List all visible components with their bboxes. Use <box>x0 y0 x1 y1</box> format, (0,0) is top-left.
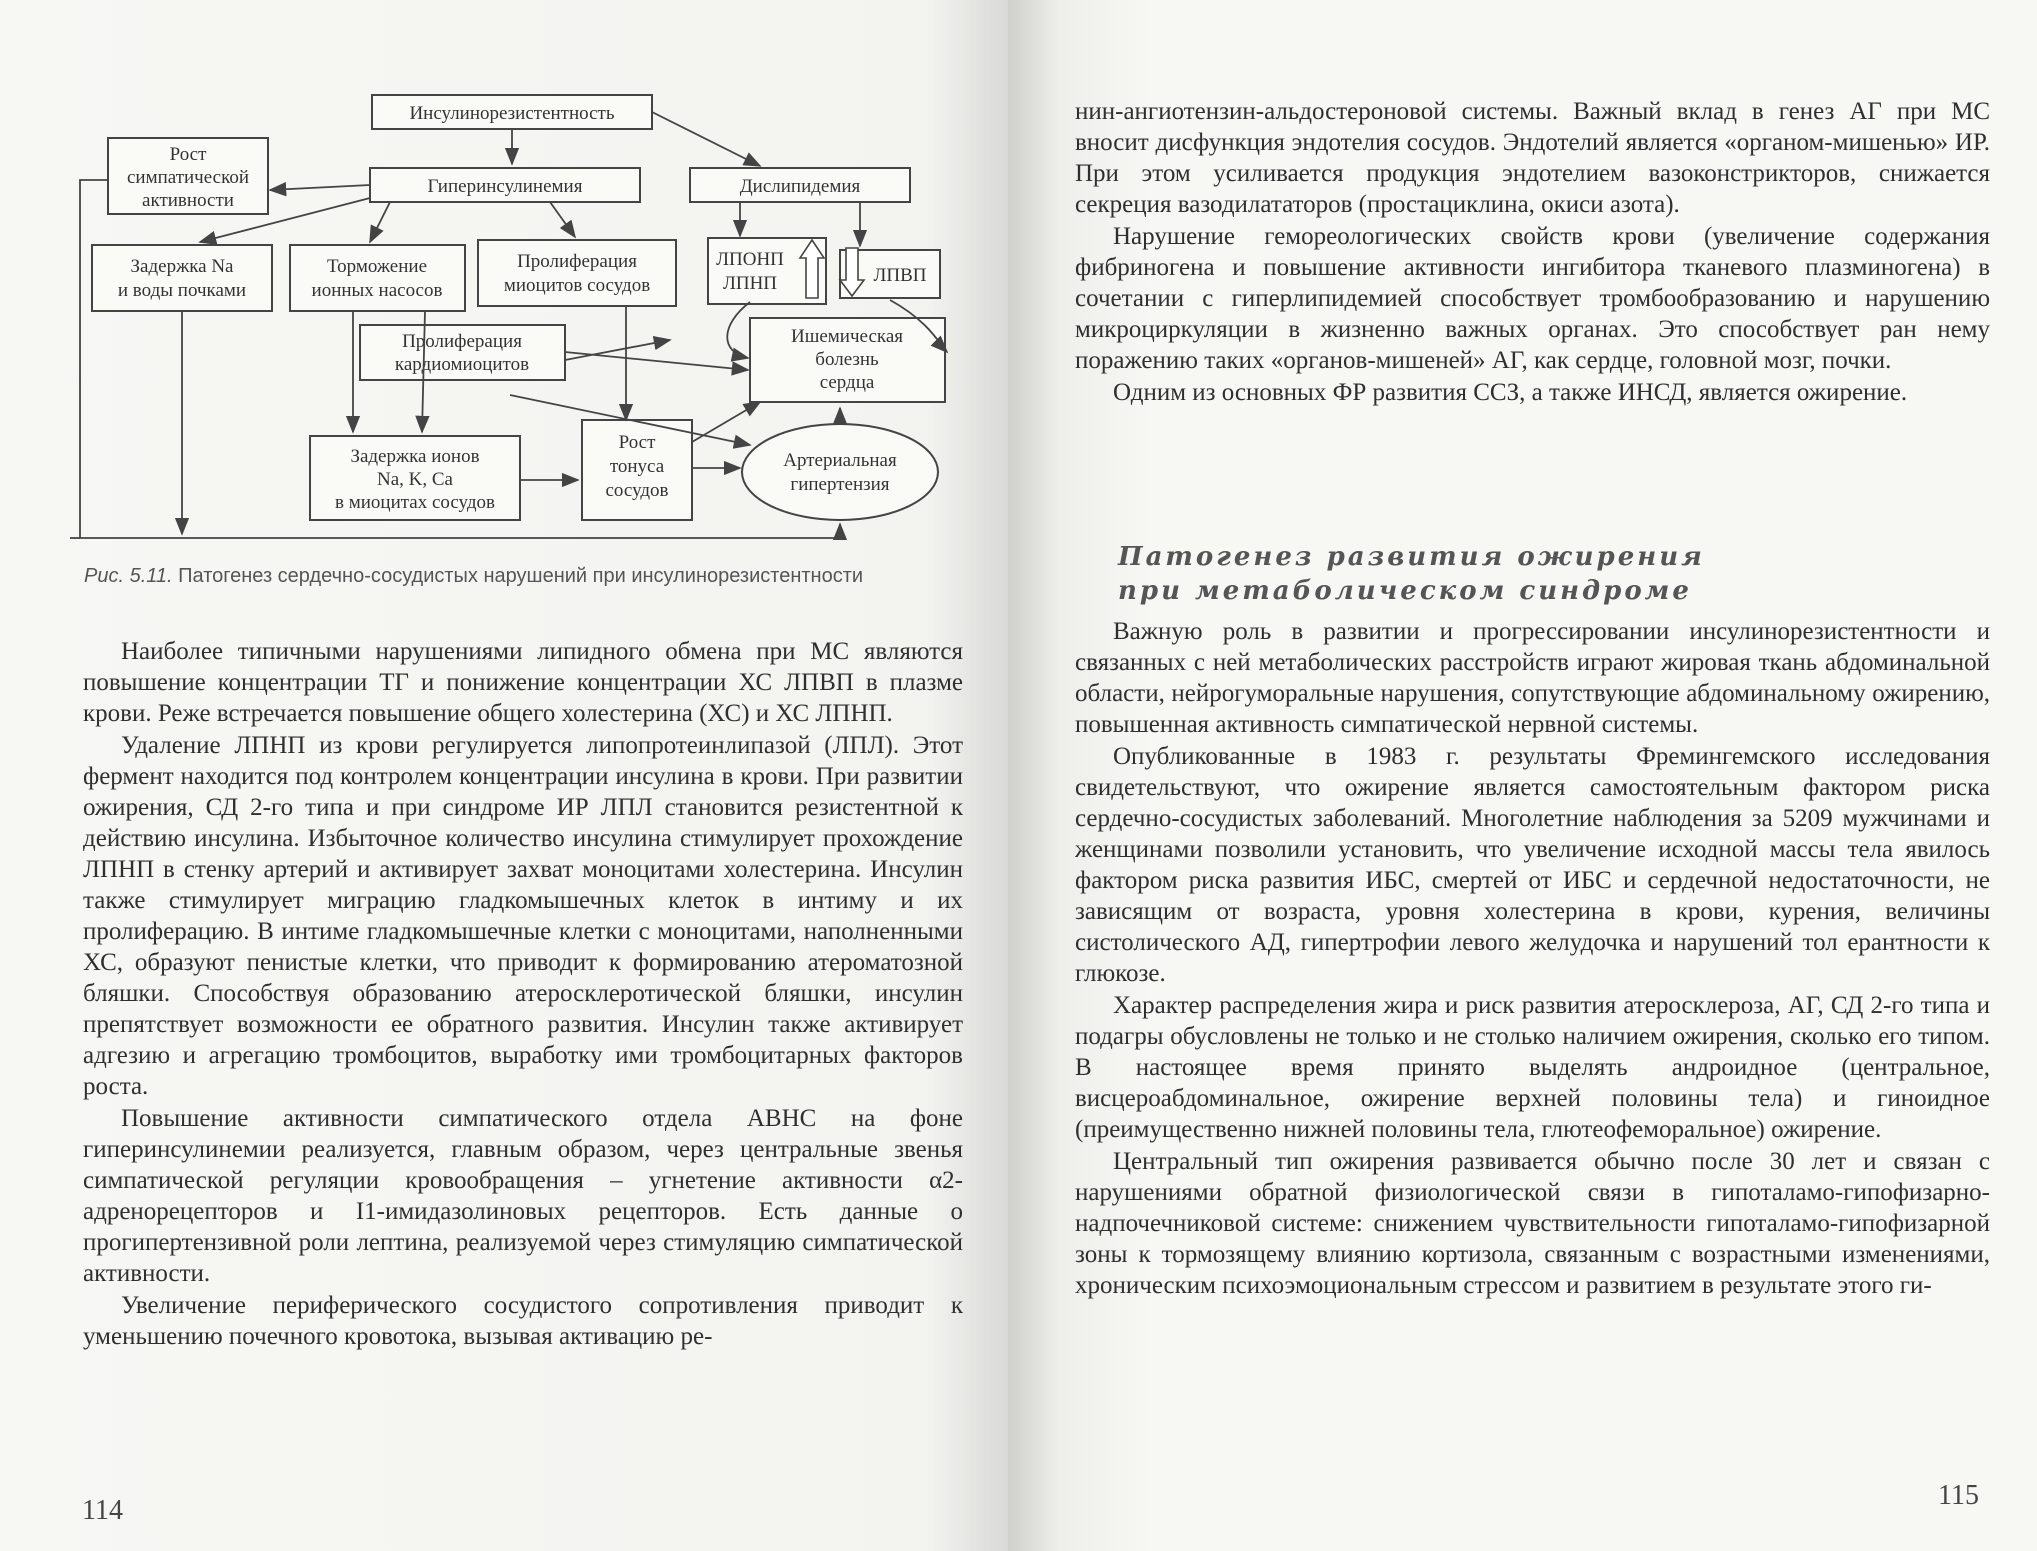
label-na-retention-2: и воды почками <box>117 280 247 301</box>
label-ldl-2: ЛПНП <box>722 273 778 294</box>
label-na-retention-1: Задержка Na <box>130 256 234 277</box>
paragraph: Центральный тип ожирения развивается обычно после 30 лет и связан с нарушениями обратной физиологической связи в гипоталамо-гипофизарно-надпочечниковой системе: снижением чувствительности гипоталамо-гипофизарной зоны к тормозящему влиянию кортизола, связанным с возрастными изменениями, хроническим психоэмоциональным стрессом и развитием в результате этого ги- <box>1075 1148 1990 1299</box>
paragraph: Удаление ЛПНП из крови регулируется липопротеинлипазой (ЛПЛ). Этот фермент находится под контролем концентрации инсулина в крови. При развитии ожирения, СД 2-го типа и при синдроме ИР ЛПЛ становится резистентной к действию инсулина. Избыточное количество инсулина стимулирует прохождение ЛПНП в стенку артерий и активирует захват моноцитами холестерина. Инсулин также стимулирует миграцию гладкомышечных клеток в интиму и их пролиферацию. В интиме гладкомышечные клетки с моноцитами, наполненными ХС, образуют пенистые клетки, что приводит к формированию атероматозной бляшки. Способствуя образованию атеросклеротической бляшки, инсулин препятствует возможности ее обратного развития. Инсулин также активирует адгезию и агрегацию тромбоцитов, выработку ими тромбоцитарных факторов роста. <box>83 732 963 1100</box>
figure-caption <box>84 565 984 588</box>
paragraph: Характер распределения жира и риск развития атеросклероза, АГ, СД 2-го типа и подагры обусловлены не только и не столько наличием ожирения, сколько его типом. В настоящее время принято выделять андроидное (центральное, висцероабдоминальное, ожирение верхней половины тела) и гиноидное (преимущественно нижней половины тела, глютеофеморальное) ожирение. <box>1075 992 1990 1143</box>
paragraph: Нарушение гемореологических свойств крови (увеличение содержания фибриногена и повышение активности ингибитора тканевого плазминогена) в сочетании с гиперлипидемией способствует тромбообразованию и нарушению микроциркуляции в жизненно важных органах. Это способствует ран нему поражению таких «органов-мишеней» АГ, как сердце, головной мозг, почки. <box>1075 223 1990 374</box>
label-ion-retention-3: в миоцитах сосудов <box>335 492 495 513</box>
label-vascular-prolif-2: миоцитов сосудов <box>503 275 651 296</box>
label-ion-retention-1: Задержка ионов <box>350 446 480 467</box>
paragraph: Опубликованные в 1983 г. результаты Фремингемского исследования свидетельствуют, что ожирение является самостоятельным фактором риска сердечно-сосудистых заболеваний. Многолетние наблюдения за 5209 мужчинами и женщинами позволили установить, что увеличение исходной массы тела явилось фактором риска развития ИБС, смертей от ИБС и сердечной недостаточности, не зависящим от возраста, уровня холестерина в крови, курения, величины систолического АД, гипертрофии левого желудочка и нарушений тол ерантности к глюкозе. <box>1075 743 1990 987</box>
section-heading <box>1118 540 1818 608</box>
label-hyperinsulinemia: Гиперинсулинемия <box>427 176 583 197</box>
label-hdl: ЛПВП <box>873 265 927 286</box>
right-body-text-top <box>1075 96 1990 409</box>
paragraph: Одним из основных ФР развития ССЗ, а также ИНСД, является ожирение. <box>1113 379 1908 406</box>
label-pump-inhibition-1: Торможение <box>326 256 428 277</box>
heading-line-2: при метаболическом синдроме <box>1118 576 1692 606</box>
label-ischemic-3: сердца <box>819 372 875 393</box>
paragraph: Повышение активности симпатического отдела АВНС на фоне гиперинсулинемии реализуется, главным образом, через центральные звенья симпатической регуляции кровообращения – угнетение активности α2-адренорецепторов и I1-имидазолиновых рецепторов. Есть данные о прогипертензивной роли лептина, реализуемой через стимуляцию симпатической активности. <box>83 1105 963 1287</box>
label-ischemic-1: Ишемическая <box>791 326 903 347</box>
caption-number: Рис. 5.11. <box>84 565 173 587</box>
node-na-retention <box>92 245 272 311</box>
label-ldl-1: ЛПОНП <box>716 249 784 270</box>
page-number: 114 <box>82 1495 123 1526</box>
heading-line-1: Патогенез развития ожирения <box>1118 542 1705 572</box>
label-insulin-resistance: Инсулинорезистентность <box>409 103 615 124</box>
pathogenesis-diagram <box>70 90 970 560</box>
label-sympathetic-1: Рост <box>169 144 207 165</box>
label-sympathetic-3: активности <box>142 190 234 211</box>
page-114 <box>0 0 1008 1551</box>
label-tone-3: сосудов <box>605 480 669 501</box>
left-body-text <box>83 636 963 1353</box>
node-vascular-proliferation <box>478 240 676 306</box>
label-pump-inhibition-2: ионных насосов <box>311 280 443 301</box>
label-cardio-prolif-2: кардиомиоцитов <box>394 354 530 375</box>
label-ion-retention-2: Na, K, Ca <box>377 469 453 490</box>
right-body-text-bottom <box>1075 616 1990 1302</box>
paragraph: Увеличение периферического сосудистого сопротивления приводит к уменьшению почечного кровотока, вызывая активацию ре- <box>83 1292 963 1350</box>
label-tone-2: тонуса <box>609 456 665 477</box>
label-dyslipidemia: Дислипидемия <box>739 176 861 197</box>
node-hypertension <box>742 424 938 520</box>
label-sympathetic-2: симпатической <box>126 167 250 188</box>
page-115 <box>1008 0 2037 1551</box>
label-hypertension-2: гипертензия <box>790 474 890 495</box>
caption-text: Патогенез сердечно-сосудистых нарушений при инсулинорезистентности <box>172 565 864 587</box>
node-pump-inhibition <box>290 245 465 311</box>
diagram-svg <box>70 90 970 560</box>
label-cardio-prolif-1: Пролиферация <box>402 331 522 352</box>
paragraph: Наиболее типичными нарушениями липидного обмена при МС являются повышение концентрации ТГ и понижение концентрации ХС ЛПВП в плазме крови. Реже встречается повышение общего холестерина (ХС) и ХС ЛПНП. <box>83 638 963 727</box>
paragraph: нин-ангиотензин-альдостероновой системы. Важный вклад в генез АГ при МС вносит дисфункция эндотелия сосудов. Эндотелий является «органом-мишенью» ИР. При этом усиливается продукция эндотелием вазоконстрикторов, снижается секреция вазодилататоров (простациклина, окиси азота). <box>1075 98 1990 218</box>
paragraph: Важную роль в развитии и прогрессировании инсулинорезистентности и связанных с ней метаболических расстройств играют жировая ткань абдоминальной области, нейрогуморальные нарушения, сопутствующие абдоминальному ожирению, повышенная активность симпатической нервной системы. <box>1075 618 1990 738</box>
page-number: 115 <box>1938 1480 1979 1511</box>
label-vascular-prolif-1: Пролиферация <box>517 251 637 272</box>
label-ischemic-2: болезнь <box>815 349 879 370</box>
label-tone-1: Рост <box>618 432 656 453</box>
label-hypertension-1: Артериальная <box>783 450 897 471</box>
